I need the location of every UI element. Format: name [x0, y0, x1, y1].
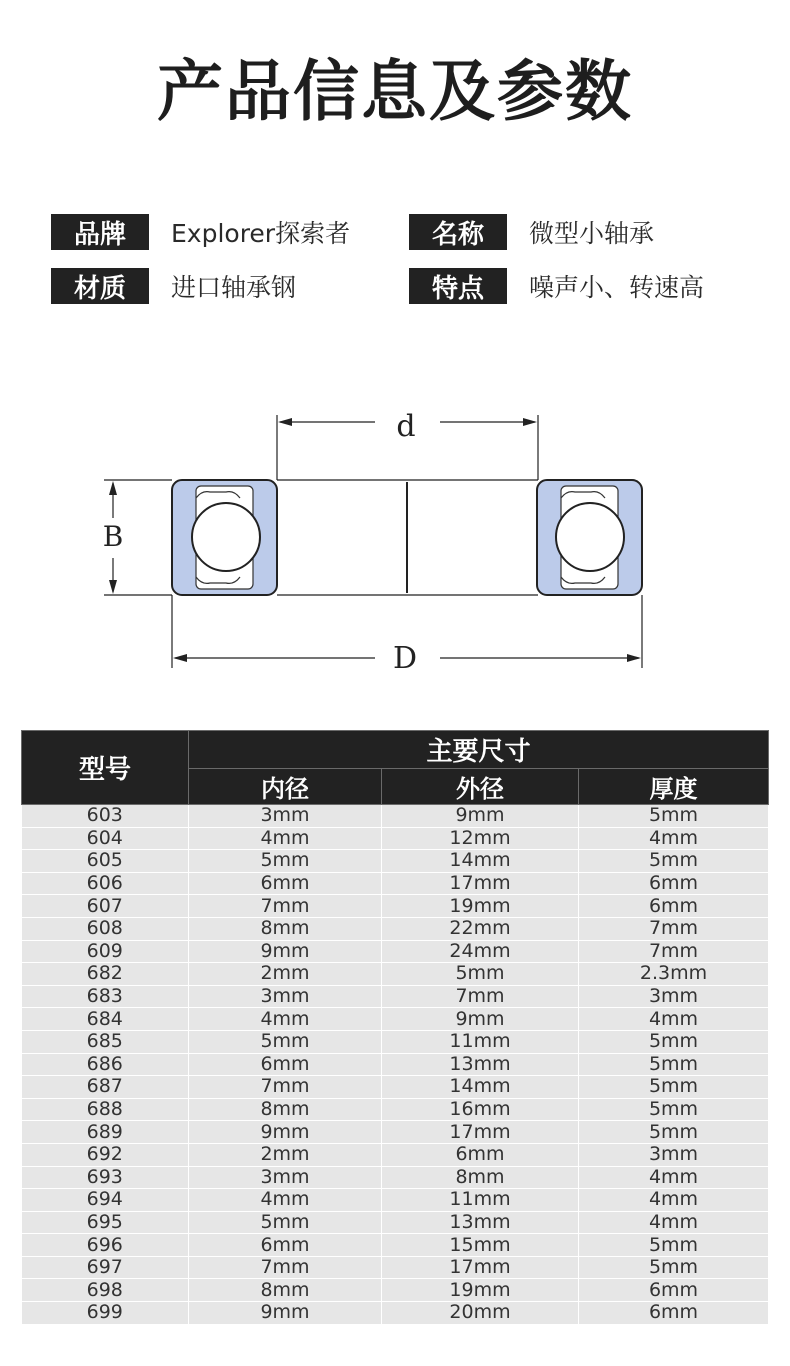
left-ring-section: [172, 480, 277, 595]
table-row: [22, 1211, 769, 1234]
model-cell: 697: [22, 1256, 189, 1279]
dd-arrowhead-right: [627, 654, 641, 662]
outer-diameter-cell: 16mm: [382, 1098, 579, 1121]
dd-arrowhead-left: [173, 654, 187, 662]
model-cell: 682: [22, 963, 189, 986]
outer-diameter-cell: 11mm: [382, 1189, 579, 1212]
outer-diameter-cell: 14mm: [382, 1076, 579, 1099]
table-body: [22, 805, 769, 1325]
model-cell: 694: [22, 1189, 189, 1212]
d-arrowhead-left: [278, 418, 292, 426]
outer-diameter-cell: 17mm: [382, 1121, 579, 1144]
outer-diameter-cell: 6mm: [382, 1143, 579, 1166]
thickness-cell: 3mm: [579, 1143, 769, 1166]
model-cell: 684: [22, 1008, 189, 1031]
outer-diameter-cell: 14mm: [382, 850, 579, 873]
model-cell: 687: [22, 1076, 189, 1099]
model-cell: 696: [22, 1234, 189, 1257]
spec-name: [409, 214, 654, 250]
inner-diameter-cell: 4mm: [189, 1189, 382, 1212]
outer-diameter-label: D: [392, 641, 418, 676]
model-cell: 689: [22, 1121, 189, 1144]
model-cell: 698: [22, 1279, 189, 1302]
main-dimensions-header: 主要尺寸: [189, 731, 769, 769]
outer-diameter-cell: 9mm: [382, 805, 579, 828]
thickness-cell: 5mm: [579, 1256, 769, 1279]
right-ring-section: [537, 480, 642, 595]
model-cell: 606: [22, 872, 189, 895]
outer-diameter-cell: 17mm: [382, 872, 579, 895]
table-row: [22, 1256, 769, 1279]
outer-diameter-cell: 22mm: [382, 917, 579, 940]
thickness-cell: 5mm: [579, 1030, 769, 1053]
thickness-cell: 4mm: [579, 1211, 769, 1234]
thickness-cell: 6mm: [579, 1302, 769, 1325]
spec-brand: [51, 214, 350, 250]
inner-diameter-cell: 3mm: [189, 805, 382, 828]
table-row: [22, 1076, 769, 1099]
table-row: [22, 850, 769, 873]
inner-diameter-cell: 6mm: [189, 872, 382, 895]
outer-diameter-cell: 19mm: [382, 1279, 579, 1302]
outer-diameter-cell: 5mm: [382, 963, 579, 986]
model-cell: 685: [22, 1030, 189, 1053]
dimension-table: [21, 730, 769, 1325]
model-cell: 608: [22, 917, 189, 940]
spec-feature-value: 噪声小、转速高: [529, 273, 705, 302]
right-ball: [556, 503, 624, 571]
inner-diameter-cell: 5mm: [189, 1211, 382, 1234]
inner-diameter-cell: 3mm: [189, 1166, 382, 1189]
table-row: [22, 895, 769, 918]
table-row: [22, 963, 769, 986]
spec-brand-value: Explorer探索者: [171, 219, 351, 248]
model-cell: 692: [22, 1143, 189, 1166]
inner-diameter-cell: 7mm: [189, 1076, 382, 1099]
outer-diameter-header: 外径: [382, 769, 579, 805]
table-row: [22, 1053, 769, 1076]
inner-diameter-cell: 2mm: [189, 1143, 382, 1166]
inner-diameter-cell: 9mm: [189, 1121, 382, 1144]
spec-feature-label: 特点: [409, 268, 507, 304]
inner-diameter-cell: 8mm: [189, 1279, 382, 1302]
model-cell: 693: [22, 1166, 189, 1189]
table-row: [22, 1121, 769, 1144]
thickness-cell: 4mm: [579, 1189, 769, 1212]
inner-diameter-label: d: [396, 409, 416, 444]
table-row: [22, 872, 769, 895]
spec-name-label: 名称: [409, 214, 507, 250]
model-cell: 607: [22, 895, 189, 918]
outer-diameter-cell: 19mm: [382, 895, 579, 918]
table-row: [22, 827, 769, 850]
outer-diameter-cell: 13mm: [382, 1211, 579, 1234]
left-ball: [192, 503, 260, 571]
model-cell: 604: [22, 827, 189, 850]
outer-diameter-cell: 24mm: [382, 940, 579, 963]
thickness-cell: 5mm: [579, 1076, 769, 1099]
thickness-cell: 5mm: [579, 1098, 769, 1121]
outer-diameter-cell: 8mm: [382, 1166, 579, 1189]
spec-brand-label: 品牌: [51, 214, 149, 250]
spec-feature: [409, 268, 704, 304]
thickness-cell: 6mm: [579, 872, 769, 895]
table-row: [22, 805, 769, 828]
model-cell: 603: [22, 805, 189, 828]
thickness-cell: 6mm: [579, 895, 769, 918]
thickness-cell: 4mm: [579, 1166, 769, 1189]
model-cell: 699: [22, 1302, 189, 1325]
thickness-cell: 5mm: [579, 805, 769, 828]
inner-diameter-cell: 2mm: [189, 963, 382, 986]
inner-diameter-cell: 9mm: [189, 940, 382, 963]
thickness-cell: 5mm: [579, 850, 769, 873]
table-row: [22, 1098, 769, 1121]
outer-diameter-cell: 13mm: [382, 1053, 579, 1076]
table-row: [22, 1166, 769, 1189]
outer-diameter-cell: 11mm: [382, 1030, 579, 1053]
table-row: [22, 1030, 769, 1053]
table-row: [22, 1234, 769, 1257]
thickness-cell: 7mm: [579, 940, 769, 963]
table-row: [22, 1143, 769, 1166]
model-cell: 688: [22, 1098, 189, 1121]
thickness-cell: 5mm: [579, 1053, 769, 1076]
bearing-diagram: [0, 400, 790, 690]
table-row: [22, 1302, 769, 1325]
inner-diameter-cell: 3mm: [189, 985, 382, 1008]
thickness-cell: 5mm: [579, 1121, 769, 1144]
inner-diameter-cell: 8mm: [189, 917, 382, 940]
model-cell: 686: [22, 1053, 189, 1076]
outer-diameter-cell: 12mm: [382, 827, 579, 850]
model-header: 型号: [22, 731, 189, 805]
table-row: [22, 917, 769, 940]
inner-diameter-cell: 7mm: [189, 895, 382, 918]
spec-material-value: 进口轴承钢: [171, 273, 297, 302]
spec-name-value: 微型小轴承: [529, 219, 655, 248]
inner-diameter-cell: 4mm: [189, 827, 382, 850]
model-cell: 683: [22, 985, 189, 1008]
inner-diameter-cell: 5mm: [189, 1030, 382, 1053]
inner-diameter-cell: 7mm: [189, 1256, 382, 1279]
outer-diameter-cell: 7mm: [382, 985, 579, 1008]
table-row: [22, 985, 769, 1008]
d-arrowhead-right: [523, 418, 537, 426]
outer-diameter-cell: 15mm: [382, 1234, 579, 1257]
model-cell: 609: [22, 940, 189, 963]
b-arrowhead-top: [109, 481, 117, 495]
thickness-cell: 7mm: [579, 917, 769, 940]
page-title: 产品信息及参数: [157, 53, 633, 130]
inner-diameter-cell: 6mm: [189, 1234, 382, 1257]
table-row: [22, 940, 769, 963]
inner-diameter-cell: 8mm: [189, 1098, 382, 1121]
thickness-header: 厚度: [579, 769, 769, 805]
table-row: [22, 1189, 769, 1212]
b-arrowhead-bottom: [109, 580, 117, 594]
inner-diameter-header: 内径: [189, 769, 382, 805]
width-label: B: [102, 520, 124, 553]
outer-diameter-cell: 20mm: [382, 1302, 579, 1325]
model-cell: 605: [22, 850, 189, 873]
spec-material: [51, 268, 296, 304]
inner-diameter-cell: 4mm: [189, 1008, 382, 1031]
table-row: [22, 1279, 769, 1302]
thickness-cell: 4mm: [579, 827, 769, 850]
inner-diameter-cell: 6mm: [189, 1053, 382, 1076]
thickness-cell: 5mm: [579, 1234, 769, 1257]
inner-diameter-cell: 9mm: [189, 1302, 382, 1325]
table-row: [22, 1008, 769, 1031]
inner-diameter-cell: 5mm: [189, 850, 382, 873]
model-cell: 695: [22, 1211, 189, 1234]
spec-material-label: 材质: [51, 268, 149, 304]
thickness-cell: 4mm: [579, 1008, 769, 1031]
outer-diameter-cell: 9mm: [382, 1008, 579, 1031]
outer-diameter-cell: 17mm: [382, 1256, 579, 1279]
thickness-cell: 2.3mm: [579, 963, 769, 986]
thickness-cell: 6mm: [579, 1279, 769, 1302]
thickness-cell: 3mm: [579, 985, 769, 1008]
